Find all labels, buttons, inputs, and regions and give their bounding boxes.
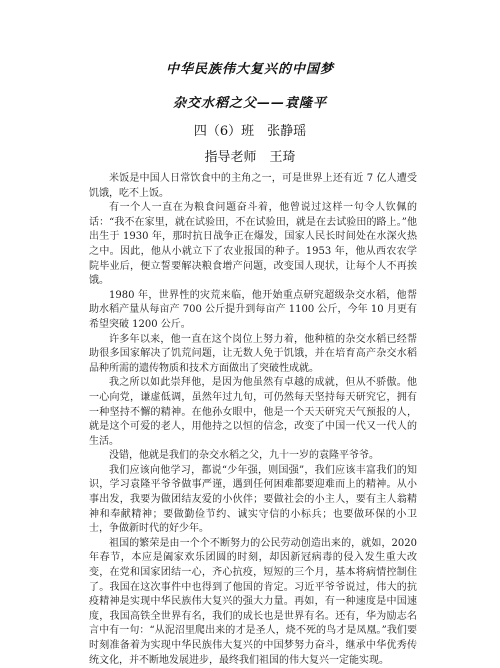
paragraph: 有一个人一直在为粮食问题奋斗着，他曾说过这样一句令人钦佩的话：“我不在家里，就在试验田，不在试验田，就是在去试验田的路上。”他出生于 1930 年，那时抗日战争正在爆发，国家人民长时间处在水深火热之中。因此，他从小就立下了农业报国的种子。1953 年，他从西农农学院毕业后，便立誓要解决粮食增产问题，改变国人现状，让每个人不再挨饿。 <box>89 202 417 287</box>
paragraph: 1980 年，世界性的灾荒来临，他开始重点研究超级杂交水稻，他帮助水稻产量从每亩产 700 公斤提升到每亩产 1100 公斤，今年 10 月更有希望突破 1200 公斤。 <box>89 289 417 330</box>
paragraph: 祖国的繁荣是由一个个不断努力的公民劳动创造出来的，就如，2020 年春节，本应是阖家欢乐团圆的时刻，却因新冠病毒的侵入发生重大改变，在党和国家团结一心，齐心抗疫，短短的三个月，基本将病情控制住了。我国在这次事件中也得到了他国的肯定。习近平爷爷说过，伟大的抗疫精神是实现中华民族伟大复兴的强大力量。再如，有一种速度是中国速度，我国高铁全世界有名，我们的成长也是世界有名。还有，华为励志名言中有一句：“从泥沼里爬出来的才是圣人，烧不死的鸟才是凤凰。”我们要时刻准备着为实现中华民族伟大复兴的中国梦努力奋斗，继承中华优秀传统文化，并不断地发展进步，最终我们祖国的伟大复兴一定能实现。 <box>89 537 417 666</box>
document-subtitle: 杂交水稻之父——袁隆平 <box>172 96 327 111</box>
paragraph: 我们应该向他学习，都说“少年强，则国强”，我们应该丰富我们的知识，学习袁隆平爷爷做事严谨，遇到任何困难都要迎难而上的精神。从小事出发，我要为做团结友爱的小伙伴；要做社会的小主人，要有主人翁精神和奉献精神；要做勤俭节约、诚实守信的小标兵；也要做环保的小卫士，争做新时代的好少年。 <box>89 464 417 535</box>
teacher-line: 指导老师 王琦 <box>204 150 296 165</box>
author-line: 四（6）班 张静瑶 <box>193 124 307 139</box>
paragraph: 米饭是中国人日常饮食中的主角之一，可是世界上还有近 7 亿人遭受饥饿，吃不上饭。 <box>89 173 417 199</box>
body-text <box>89 172 417 668</box>
paragraph: 我之所以如此崇拜他，是因为他虽然有卓越的成就，但从不骄傲。他一心向党，谦虚低调，虽然年过九旬，可仍然每天坚持每天研究它，拥有一种坚持不懈的精神。在他孙女眼中，他是一个天天研究天气预报的人，就是这个可爱的老人，用他持之以恒的信念，改变了中国一代又一代人的生活。 <box>89 377 417 447</box>
paragraph: 许多年以来，他一直在这个岗位上努力着，他种植的杂交水稻已经帮助很多国家解决了饥荒问题，让无数人免于饥饿，并在培育高产杂交水稻品种所需的遗传物质和技术方面做出了突破性成就。 <box>89 333 417 374</box>
document-title: 中华民族伟大复兴的中国梦 <box>165 62 334 77</box>
paragraph: 没错，他就是我们的杂交水稻之父，九十一岁的袁隆平爷爷。 <box>109 450 379 462</box>
